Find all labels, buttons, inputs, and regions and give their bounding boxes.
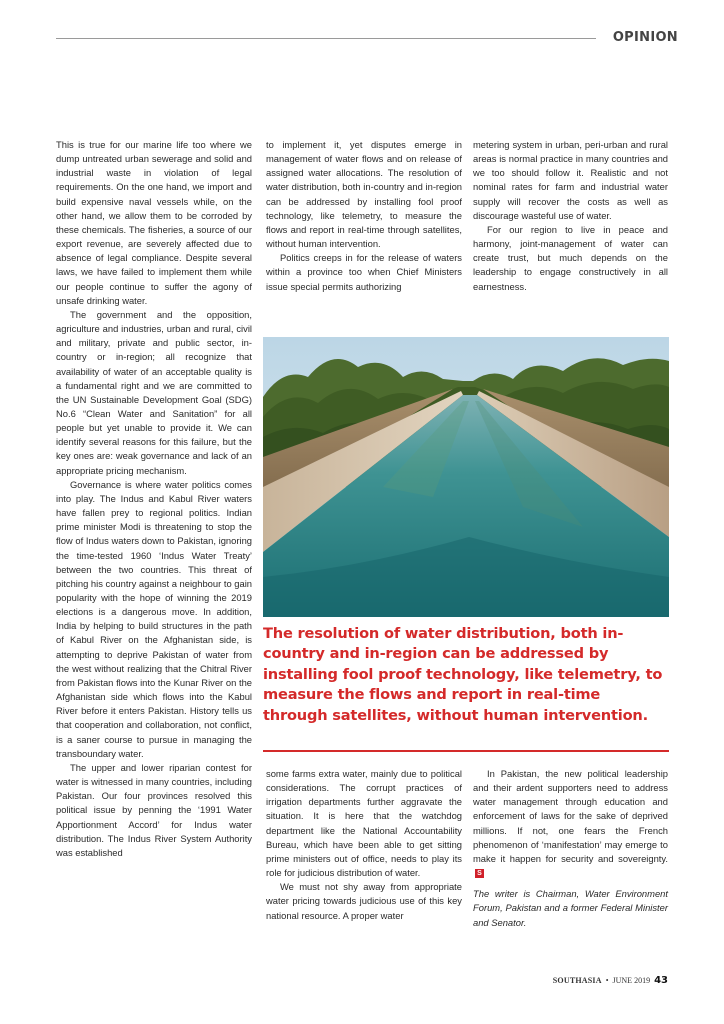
section-label: OPINION [612,30,678,45]
paragraph: The government and the opposition, agriculture and industries, urban and rural, civil and military, private and public sector, in-country or in-region; all recognize that availability of water of an acceptable quality is a fundamental right and we are committed to the UN Sustainable Development Goal (SDG) No.6 “Clean Water and Sanitation” for all people but yet unable to provide it. We can identify several reasons for this failure, but the key ones are: weak governance and lack of an appropriate pricing mechanism. [56,308,252,476]
footer-separator: • [605,976,609,985]
article-column-1 [56,138,252,860]
paragraph: some farms extra water, mainly due to political considerations. The corrupt practices of irrigation departments further aggravate the situation. It is here that the watchdog department like the National Accountability Bureau, which have been able to get sitting prime ministers out of office, needs to play its role for judicious distribution of water. [266,768,462,879]
author-byline: The writer is Chairman, Water Environment Forum, Pakistan and a former Federal Minister and Senator. [473,888,668,928]
header-rule [56,38,596,39]
paragraph: This is true for our marine life too where we dump untreated urban sewerage and solid and industrial waste in violation of legal requirements. On the one hand, we import and build expensive naval vessels while, on the other hand, we allow them to be corroded by these chemicals. The fisheries, a source of our export revenue, are severely affected due to absence of legal compliance. Despite several laws, we have failed to implement them while our people continue to suffer the agony of unsafe drinking water. [56,139,252,306]
article-column-3-lower [473,767,668,930]
page-footer [553,975,668,986]
article-column-2-lower [266,767,462,923]
article-column-3 [473,138,668,294]
section-header [56,30,678,48]
canal-photo [263,337,669,617]
article-column-2 [266,138,462,294]
paragraph: Governance is where water politics comes into play. The Indus and Kabul River waters have fallen prey to regional politics. Indian prime minister Modi is threatening to stop the flow of Indus waters down to Pakistan, ignoring the time-tested 1960 ‘Indus Water Treaty’ between the two countries. This threat of pitching his country against a neighbour to gain popularity with the hope of winning the 2019 elections is a dangerous move. In addition, India by helping to build structures in the path of Kabul River on the Afghanistan side, is attempting to deprive Pakistan of water from the west without realizing that the Chitral River from Pakistan flows into the Kunar River on the Afghanistan side which flows into the Kabul River before it enters Pakistan. History tells us that cooperation and collaboration, not conflict, is a saner course to pursue in managing the transboundary water. [56,478,252,759]
issue-date: JUNE 2019 [612,976,651,985]
end-of-article-mark: S [475,869,484,878]
paragraph: For our region to live in peace and harmony, joint-management of water can create trust, but much depends on the leadership to engage constructively in all earnestness. [473,223,668,292]
paragraph [473,767,668,880]
paragraph: Politics creeps in for the release of waters within a province too when Chief Ministers issue special permits authorizing [266,252,462,292]
pull-quote-rule [263,750,669,752]
paragraph: to implement it, yet disputes emerge in management of water flows and on release of assigned water allocations. The resolution of water distribution, both in-country and in-region can be addressed by installing fool proof technology, like telemetry, to measure the flows and report in real-time through satellites, without human intervention. [266,139,462,250]
paragraph: We must not shy away from appropriate water pricing towards judicious use of this key national resource. A proper water [266,881,462,921]
magazine-name: SOUTHASIA [552,976,602,985]
paragraph: The upper and lower riparian contest for water is witnessed in many countries, including Pakistan. Our four provinces resolved this political issue by penning the ‘1991 Water Apportionment Accord’ for Indus water distribution. The Indus River System Authority was established [56,761,252,858]
pull-quote: The resolution of water distribution, both in-country and in-region can be addressed by installing fool proof technology, like telemetry, to measure the flows and report in real-time through satellites, without human intervention. [263,625,663,724]
page-number: 43 [654,975,668,986]
paragraph: metering system in urban, peri-urban and rural areas is normal practice in many countries and we too should follow it. Realistic and not nominal rates for farm and industrial water supply will recover the costs as well as discourage wasteful use of water. [473,139,668,221]
paragraph-text: In Pakistan, the new political leadership and their ardent supporters need to address water management through education and enforcement of laws for the sake of deprived millions. If not, one fears the French phenomenon of ‘manifestation’ may emerge to make it happen for security and sovereignty. [473,768,668,864]
